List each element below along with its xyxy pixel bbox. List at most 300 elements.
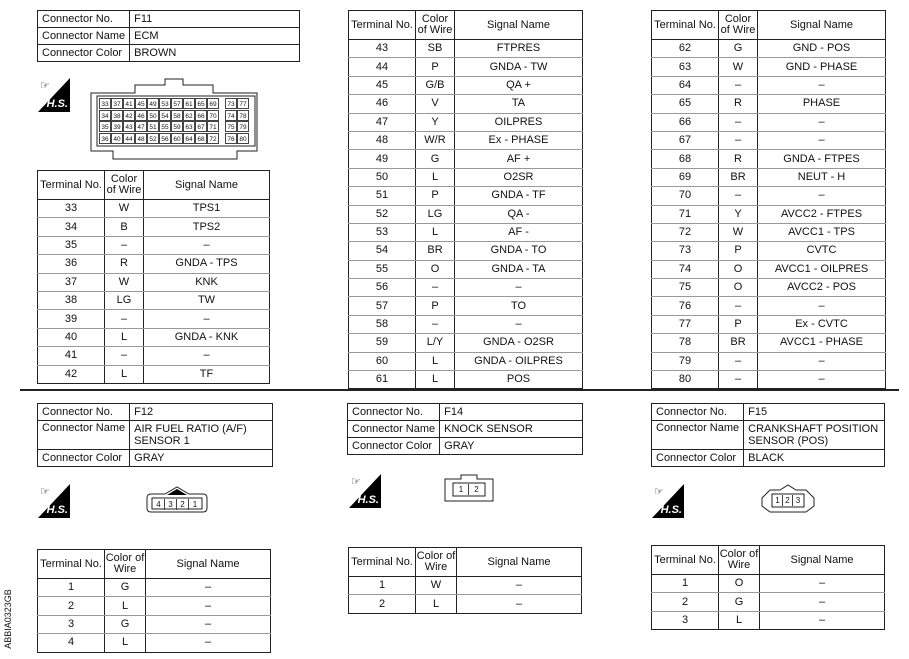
pin-label: 79 [237, 121, 249, 132]
pin-label: 3 [795, 496, 801, 505]
header-terminal-no: Terminal No. [38, 550, 105, 579]
connector-no-value: F14 [440, 404, 583, 421]
terminal-no-cell: 1 [38, 579, 105, 597]
pin-label: 33 [99, 98, 111, 109]
table-row [652, 76, 886, 94]
label-connector-name: Connector Name [38, 28, 130, 45]
label-connector-color: Connector Color [348, 438, 440, 455]
table-row [652, 260, 886, 278]
wire-color-cell: – [416, 279, 455, 297]
header-terminal-no: Terminal No. [652, 11, 719, 40]
signal-name-cell: GNDA - TW [455, 58, 583, 76]
f11-terminal-table-62-80 [651, 10, 886, 389]
terminal-no-cell: 80 [652, 371, 719, 389]
label-connector-color: Connector Color [38, 45, 130, 62]
table-row [38, 236, 270, 254]
terminal-no-cell: 2 [38, 597, 105, 615]
table-row [38, 200, 270, 218]
terminal-no-cell: 35 [38, 236, 105, 254]
terminal-no-cell: 1 [349, 577, 416, 595]
pin-label: 54 [159, 110, 171, 121]
signal-name-cell: GNDA - TO [455, 242, 583, 260]
wire-color-cell: P [416, 187, 455, 205]
wire-color-cell: R [719, 150, 758, 168]
f15-connector-info [651, 403, 885, 467]
table-row [349, 223, 583, 241]
signal-name-cell: – [758, 187, 886, 205]
terminal-no-cell: 66 [652, 113, 719, 131]
terminal-no-cell: 79 [652, 352, 719, 370]
signal-name-cell: AVCC2 - FTPES [758, 205, 886, 223]
label-connector-name: Connector Name [38, 421, 130, 450]
table-row [652, 95, 886, 113]
wire-color-cell: W [105, 273, 144, 291]
terminal-no-cell: 3 [38, 615, 105, 633]
wire-color-cell: W [719, 58, 758, 76]
signal-name-cell: CVTC [758, 242, 886, 260]
pin-label: 63 [183, 121, 195, 132]
table-row [349, 168, 583, 186]
f15-terminal-table [651, 545, 885, 630]
table-row [349, 205, 583, 223]
pin-label: 59 [171, 121, 183, 132]
signal-name-cell: – [144, 347, 270, 365]
terminal-no-cell: 48 [349, 131, 416, 149]
wire-color-cell: W [105, 200, 144, 218]
wire-color-cell: – [105, 347, 144, 365]
wire-color-cell: P [416, 58, 455, 76]
terminal-no-cell: 40 [38, 328, 105, 346]
terminal-no-cell: 63 [652, 58, 719, 76]
pin-label: 41 [123, 98, 135, 109]
signal-name-cell: Ex - PHASE [455, 131, 583, 149]
terminal-no-cell: 75 [652, 279, 719, 297]
header-terminal-no: Terminal No. [652, 546, 719, 575]
signal-name-cell: AF + [455, 150, 583, 168]
terminal-no-cell: 34 [38, 218, 105, 236]
signal-name-cell: GNDA - TF [455, 187, 583, 205]
pin-label: 38 [111, 110, 123, 121]
table-row [652, 187, 886, 205]
connector-color-value: GRAY [440, 438, 583, 455]
signal-name-cell: – [146, 579, 271, 597]
terminal-no-cell: 38 [38, 291, 105, 309]
wire-color-cell: BR [416, 242, 455, 260]
wire-color-cell: R [105, 255, 144, 273]
terminal-no-cell: 2 [652, 593, 719, 611]
pin-label: 50 [147, 110, 159, 121]
pin-label: 61 [183, 98, 195, 109]
label-connector-no: Connector No. [348, 404, 440, 421]
f11-connector-info [37, 10, 300, 62]
label-connector-color: Connector Color [38, 450, 130, 467]
harness-side-icon: ☞ H.S. [40, 486, 68, 516]
pin-label: 47 [135, 121, 147, 132]
table-row [652, 593, 885, 611]
signal-name-cell: QA - [455, 205, 583, 223]
wire-color-cell: L [416, 223, 455, 241]
signal-name-cell: – [144, 236, 270, 254]
terminal-no-cell: 42 [38, 365, 105, 383]
f14-connector-face [443, 473, 495, 503]
terminal-no-cell: 60 [349, 352, 416, 370]
pin-label: 43 [123, 121, 135, 132]
wire-color-cell: L [105, 328, 144, 346]
header-signal-name: Signal Name [455, 11, 583, 40]
table-row [38, 273, 270, 291]
table-row [652, 334, 886, 352]
table-row [38, 255, 270, 273]
label-connector-name: Connector Name [652, 421, 744, 450]
connector-name-value: ECM [130, 28, 300, 45]
signal-name-cell: – [758, 131, 886, 149]
pin-label: 66 [195, 110, 207, 121]
pin-label: 42 [123, 110, 135, 121]
signal-name-cell: GNDA - TA [455, 260, 583, 278]
terminal-no-cell: 78 [652, 334, 719, 352]
wire-color-cell: P [719, 242, 758, 260]
table-row [349, 352, 583, 370]
terminal-no-cell: 41 [38, 347, 105, 365]
figure-code: ABBIA0323GB [2, 589, 13, 649]
wire-color-cell: G [105, 579, 146, 597]
pin-label: 69 [207, 98, 219, 109]
terminal-no-cell: 54 [349, 242, 416, 260]
header-signal-name: Signal Name [146, 550, 271, 579]
wire-color-cell: L/Y [416, 334, 455, 352]
table-row [38, 291, 270, 309]
table-row [652, 58, 886, 76]
f14-terminal-table [348, 547, 582, 614]
table-row [652, 352, 886, 370]
table-row [349, 131, 583, 149]
signal-name-cell: O2SR [455, 168, 583, 186]
wire-color-cell: P [416, 297, 455, 315]
table-row [652, 205, 886, 223]
wire-color-cell: – [719, 187, 758, 205]
signal-name-cell: TA [455, 95, 583, 113]
wire-color-cell: G [105, 615, 146, 633]
signal-name-cell: OILPRES [455, 113, 583, 131]
pin-label: 70 [207, 110, 219, 121]
wire-color-cell: R [719, 95, 758, 113]
wire-color-cell: G [719, 40, 758, 58]
terminal-no-cell: 62 [652, 40, 719, 58]
table-row [349, 371, 583, 389]
pin-label: 62 [183, 110, 195, 121]
pin-label: 68 [195, 133, 207, 144]
pin-label: 55 [159, 121, 171, 132]
pin-label: 57 [171, 98, 183, 109]
wire-color-cell: – [719, 113, 758, 131]
terminal-no-cell: 64 [652, 76, 719, 94]
table-row [652, 611, 885, 629]
signal-name-cell: – [146, 634, 271, 652]
wire-color-cell: – [719, 352, 758, 370]
header-color-of-wire: Color of Wire [719, 546, 760, 575]
wire-color-cell: W/R [416, 131, 455, 149]
section-divider [20, 389, 899, 391]
header-color-of-wire: Color of Wire [416, 548, 457, 577]
terminal-no-cell: 37 [38, 273, 105, 291]
harness-side-icon: ☞ H.S. [351, 476, 379, 506]
table-row [652, 371, 886, 389]
wire-color-cell: O [719, 575, 760, 593]
wire-color-cell: L [719, 611, 760, 629]
signal-name-cell: – [760, 611, 885, 629]
pin-label: 67 [195, 121, 207, 132]
pin-label: 48 [135, 133, 147, 144]
signal-name-cell: – [455, 315, 583, 333]
wire-color-cell: – [719, 297, 758, 315]
pin-label: 77 [237, 98, 249, 109]
f12-connector-info [37, 403, 273, 467]
f14-connector-info [347, 403, 583, 455]
label-connector-no: Connector No. [38, 404, 130, 421]
terminal-no-cell: 74 [652, 260, 719, 278]
wire-color-cell: L [105, 597, 146, 615]
pin-label: 51 [147, 121, 159, 132]
table-row [652, 40, 886, 58]
pin-label: 75 [225, 121, 237, 132]
label-connector-no: Connector No. [38, 11, 130, 28]
table-row [38, 310, 270, 328]
pin-label: 44 [123, 133, 135, 144]
terminal-no-cell: 50 [349, 168, 416, 186]
wire-color-cell: BR [719, 334, 758, 352]
harness-side-icon: ☞ H.S. [40, 80, 68, 110]
table-row [652, 575, 885, 593]
terminal-no-cell: 52 [349, 205, 416, 223]
table-row [652, 168, 886, 186]
signal-name-cell: – [758, 113, 886, 131]
terminal-no-cell: 3 [652, 611, 719, 629]
table-row [38, 634, 271, 652]
table-row [38, 597, 271, 615]
terminal-no-cell: 46 [349, 95, 416, 113]
pin-label: 1 [192, 500, 198, 509]
signal-name-cell: – [455, 279, 583, 297]
connector-color-value: GRAY [130, 450, 273, 467]
pin-label: 34 [99, 110, 111, 121]
signal-name-cell: QA + [455, 76, 583, 94]
terminal-no-cell: 2 [349, 595, 416, 613]
header-signal-name: Signal Name [457, 548, 582, 577]
signal-name-cell: GNDA - FTPES [758, 150, 886, 168]
wire-color-cell: G [719, 593, 760, 611]
pin-label: 56 [159, 133, 171, 144]
pin-label: 52 [147, 133, 159, 144]
table-row [349, 187, 583, 205]
terminal-no-cell: 51 [349, 187, 416, 205]
pin-label: 36 [99, 133, 111, 144]
pin-label: 58 [171, 110, 183, 121]
wire-color-cell: L [416, 595, 457, 613]
pin-label: 40 [111, 133, 123, 144]
pin-label: 35 [99, 121, 111, 132]
signal-name-cell: NEUT - H [758, 168, 886, 186]
header-color-of-wire: Color of Wire [105, 171, 144, 200]
table-row [652, 150, 886, 168]
terminal-no-cell: 49 [349, 150, 416, 168]
terminal-no-cell: 69 [652, 168, 719, 186]
terminal-no-cell: 53 [349, 223, 416, 241]
header-color-of-wire: Color of Wire [105, 550, 146, 579]
table-row [349, 260, 583, 278]
table-row [38, 328, 270, 346]
pin-label: 71 [207, 121, 219, 132]
signal-name-cell: – [760, 593, 885, 611]
wire-color-cell: – [719, 131, 758, 149]
pin-label: 4 [153, 499, 165, 510]
signal-name-cell: – [758, 297, 886, 315]
f12-terminal-table [37, 549, 271, 653]
wire-color-cell: – [416, 315, 455, 333]
pin-label: 53 [159, 98, 171, 109]
signal-name-cell: AVCC2 - POS [758, 279, 886, 297]
pin-label: 80 [237, 133, 249, 144]
pin-label: 76 [225, 133, 237, 144]
connector-name-value: KNOCK SENSOR [440, 421, 583, 438]
table-row [349, 595, 582, 613]
pin-label: 64 [183, 133, 195, 144]
table-row [349, 315, 583, 333]
wire-color-cell: – [719, 371, 758, 389]
signal-name-cell: GNDA - TPS [144, 255, 270, 273]
table-row [349, 95, 583, 113]
table-row [652, 279, 886, 297]
table-row [349, 113, 583, 131]
label-connector-name: Connector Name [348, 421, 440, 438]
wire-color-cell: V [416, 95, 455, 113]
signal-name-cell: KNK [144, 273, 270, 291]
wire-color-cell: – [105, 236, 144, 254]
wire-color-cell: O [416, 260, 455, 278]
header-signal-name: Signal Name [758, 11, 886, 40]
header-signal-name: Signal Name [760, 546, 885, 575]
signal-name-cell: – [760, 575, 885, 593]
connector-color-value: BROWN [130, 45, 300, 62]
signal-name-cell: AVCC1 - OILPRES [758, 260, 886, 278]
pin-label: 2 [177, 499, 189, 510]
f11-connector-face [87, 77, 263, 161]
signal-name-cell: – [457, 577, 582, 595]
label-connector-color: Connector Color [652, 450, 744, 467]
wire-color-cell: BR [719, 168, 758, 186]
signal-name-cell: Ex - CVTC [758, 315, 886, 333]
signal-name-cell: FTPRES [455, 40, 583, 58]
pin-label: 1 [454, 484, 469, 495]
wire-color-cell: B [105, 218, 144, 236]
terminal-no-cell: 76 [652, 297, 719, 315]
wire-color-cell: Y [719, 205, 758, 223]
header-terminal-no: Terminal No. [349, 548, 416, 577]
terminal-no-cell: 43 [349, 40, 416, 58]
pin-label: 1 [773, 495, 783, 506]
terminal-no-cell: 59 [349, 334, 416, 352]
pin-label: 74 [225, 110, 237, 121]
wire-color-cell: L [416, 168, 455, 186]
table-row [652, 297, 886, 315]
terminal-no-cell: 45 [349, 76, 416, 94]
signal-name-cell: GND - POS [758, 40, 886, 58]
terminal-no-cell: 36 [38, 255, 105, 273]
wire-color-cell: G [416, 150, 455, 168]
signal-name-cell: PHASE [758, 95, 886, 113]
signal-name-cell: – [457, 595, 582, 613]
signal-name-cell: – [758, 352, 886, 370]
wire-color-cell: – [105, 310, 144, 328]
table-row [652, 315, 886, 333]
signal-name-cell: TO [455, 297, 583, 315]
terminal-no-cell: 58 [349, 315, 416, 333]
table-row [349, 150, 583, 168]
terminal-no-cell: 39 [38, 310, 105, 328]
terminal-no-cell: 72 [652, 223, 719, 241]
terminal-no-cell: 47 [349, 113, 416, 131]
wire-color-cell: LG [105, 291, 144, 309]
f15-connector-face [760, 484, 816, 514]
terminal-no-cell: 73 [652, 242, 719, 260]
pin-label: 45 [135, 98, 147, 109]
signal-name-cell: TF [144, 365, 270, 383]
terminal-no-cell: 65 [652, 95, 719, 113]
terminal-no-cell: 57 [349, 297, 416, 315]
wire-color-cell: L [416, 352, 455, 370]
connector-color-value: BLACK [744, 450, 885, 467]
pin-label: 2 [783, 495, 793, 506]
pin-label: 72 [207, 133, 219, 144]
signal-name-cell: GNDA - KNK [144, 328, 270, 346]
signal-name-cell: – [146, 615, 271, 633]
pin-label: 73 [225, 98, 237, 109]
table-row [652, 223, 886, 241]
signal-name-cell: GND - PHASE [758, 58, 886, 76]
connector-no-value: F12 [130, 404, 273, 421]
signal-name-cell: POS [455, 371, 583, 389]
wire-color-cell: L [105, 365, 144, 383]
wire-color-cell: W [719, 223, 758, 241]
signal-name-cell: GNDA - O2SR [455, 334, 583, 352]
harness-side-icon: ☞ H.S. [654, 486, 682, 516]
connector-name-value: AIR FUEL RATIO (A/F) SENSOR 1 [130, 421, 273, 450]
signal-name-cell: – [146, 597, 271, 615]
pin-label: 49 [147, 98, 159, 109]
table-row [652, 113, 886, 131]
signal-name-cell: AF - [455, 223, 583, 241]
table-row [38, 365, 270, 383]
connector-name-value: CRANKSHAFT POSITION SENSOR (POS) [744, 421, 885, 450]
table-row [349, 334, 583, 352]
header-terminal-no: Terminal No. [349, 11, 416, 40]
wire-color-cell: – [719, 76, 758, 94]
terminal-no-cell: 56 [349, 279, 416, 297]
header-color-of-wire: Color of Wire [719, 11, 758, 40]
wire-color-cell: SB [416, 40, 455, 58]
pin-label: 46 [135, 110, 147, 121]
terminal-no-cell: 1 [652, 575, 719, 593]
table-row [652, 131, 886, 149]
wire-color-cell: W [416, 577, 457, 595]
connector-no-value: F15 [744, 404, 885, 421]
signal-name-cell: TW [144, 291, 270, 309]
table-row [349, 279, 583, 297]
table-row [349, 577, 582, 595]
table-row [349, 58, 583, 76]
terminal-no-cell: 67 [652, 131, 719, 149]
f11-terminal-table-43-61 [348, 10, 583, 389]
wire-color-cell: LG [416, 205, 455, 223]
